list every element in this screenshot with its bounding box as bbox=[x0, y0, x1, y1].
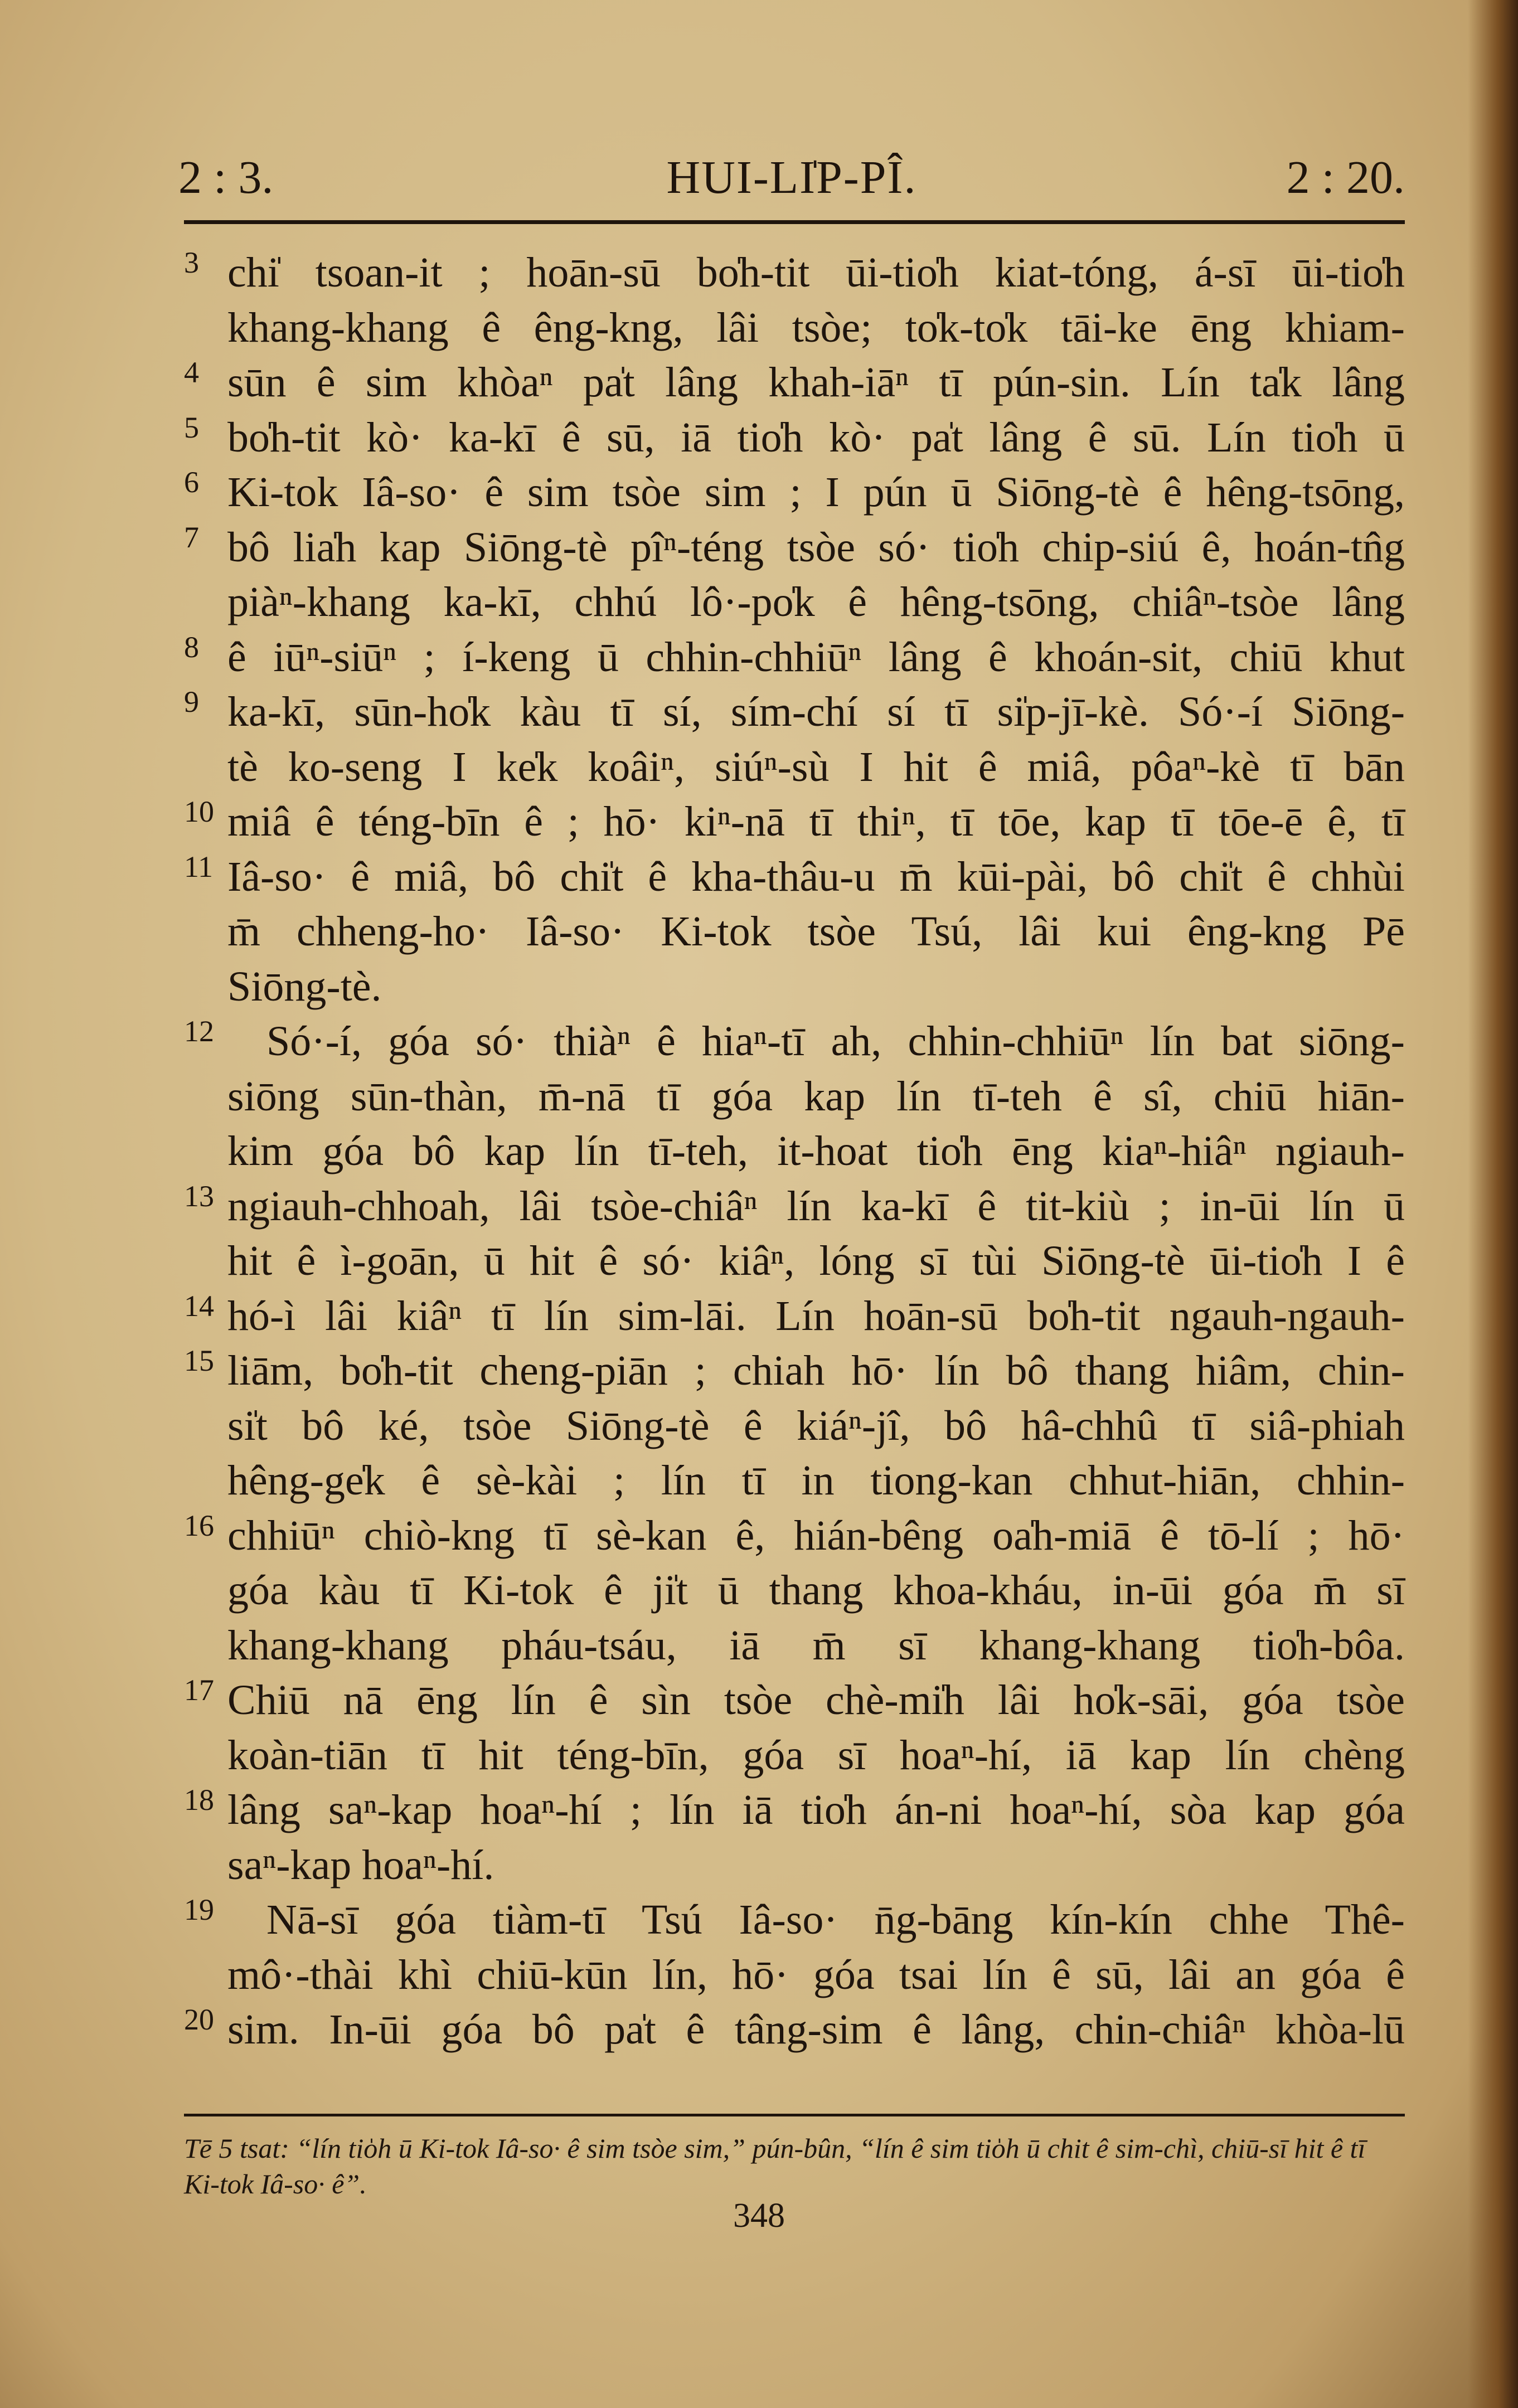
footnote-rule bbox=[184, 2114, 1405, 2116]
line-text: khang-khang pháu-tsáu, iā m̄ sī khang-khang tio̍h-bôa. bbox=[227, 1621, 1405, 1669]
line-text: hit ê ì-goān, ū hit ê só· kiâⁿ, lóng sī tùi Siōng-tè ūi-tio̍h I ê bbox=[227, 1237, 1405, 1284]
line-text: Chiū nā ēng lín ê sìn tsòe chè-mi̍h lâi ho̍k-sāi, góa tsòe bbox=[227, 1677, 1405, 1724]
page-edge-shadow bbox=[1468, 0, 1518, 2408]
header-rule bbox=[184, 220, 1405, 224]
line-text: Só·-í, góa só· thiàⁿ ê hiaⁿ-tī ah, chhin-chhiūⁿ lín bat siōng- bbox=[266, 1018, 1405, 1065]
page-number: 348 bbox=[733, 2197, 785, 2235]
book-title: HUI-LI̍P-PÎ. bbox=[666, 152, 917, 203]
verse-number: 17 bbox=[184, 1673, 214, 1707]
text-line bbox=[184, 1892, 1405, 1948]
verse-number: 15 bbox=[184, 1344, 214, 1377]
text-line bbox=[184, 1234, 1405, 1289]
text-line bbox=[184, 1563, 1405, 1618]
line-text: kim góa bô kap lín tī-teh, it-hoat tio̍h ēng kiaⁿ-hiâⁿ ngiauh- bbox=[227, 1128, 1405, 1174]
line-text: saⁿ-kap hoaⁿ-hí. bbox=[227, 1841, 494, 1888]
text-line bbox=[184, 1453, 1405, 1508]
text-line bbox=[184, 1343, 1405, 1399]
text-line bbox=[184, 630, 1405, 685]
text-line bbox=[184, 1673, 1405, 1728]
line-text: Iâ-so· ê miâ, bô chi̍t ê kha-thâu-u m̄ kūi-pài, bô chi̍t ê chhùi bbox=[227, 853, 1405, 900]
line-text: Ki-tok Iâ-so· ê sim tsòe sim ; I pún ū Siōng-tè ê hêng-tsōng, bbox=[227, 469, 1405, 516]
text-line bbox=[184, 684, 1405, 740]
header-left-reference: 2 : 3. bbox=[178, 152, 274, 203]
text-line bbox=[184, 300, 1405, 356]
text-line bbox=[184, 849, 1405, 905]
text-line bbox=[184, 740, 1405, 795]
line-text: koàn-tiān tī hit téng-bīn, góa sī hoaⁿ-hí, iā kap lín chèng bbox=[227, 1731, 1405, 1779]
line-text: bo̍h-tit kò· ka-kī ê sū, iā tio̍h kò· pa̍t lâng ê sū. Lín tio̍h ū bbox=[227, 414, 1405, 461]
text-line bbox=[184, 1014, 1405, 1069]
text-line bbox=[184, 1618, 1405, 1673]
text-line bbox=[184, 1508, 1405, 1564]
text-line bbox=[184, 355, 1405, 410]
line-text: tè ko-seng I ke̍k koâiⁿ, siúⁿ-sù I hit ê miâ, pôaⁿ-kè tī bān bbox=[227, 743, 1405, 790]
text-line bbox=[184, 575, 1405, 630]
text-line bbox=[184, 1399, 1405, 1454]
line-text: siōng sūn-thàn, m̄-nā tī góa kap lín tī-teh ê sî, chiū hiān- bbox=[227, 1072, 1405, 1120]
text-line bbox=[184, 520, 1405, 575]
line-text: mô·-thài khì chiū-kūn lín, hō· góa tsai lín ê sū, lâi an góa ê bbox=[227, 1951, 1405, 1998]
line-text: hó-ì lâi kiâⁿ tī lín sim-lāi. Lín hoān-sū bo̍h-tit ngauh-ngauh- bbox=[227, 1292, 1405, 1339]
text-line bbox=[184, 1948, 1405, 2003]
line-text: Nā-sī góa tiàm-tī Tsú Iâ-so· n̄g-bāng kín-kín chhe Thê- bbox=[266, 1896, 1405, 1943]
text-line bbox=[184, 959, 1405, 1014]
line-text: chi̍ tsoan-it ; hoān-sū bo̍h-tit ūi-tio̍h kiat-tóng, á-sī ūi-tio̍h bbox=[227, 249, 1405, 296]
text-line bbox=[184, 410, 1405, 465]
text-line bbox=[184, 904, 1405, 959]
text-line bbox=[184, 1179, 1405, 1234]
line-text: m̄ chheng-ho· Iâ-so· Ki-tok tsòe Tsú, lâi kui êng-kng Pē bbox=[227, 908, 1405, 955]
line-text: si̍t bô ké, tsòe Siōng-tè ê kiáⁿ-jî, bô hâ-chhû tī siâ-phiah bbox=[227, 1402, 1405, 1449]
verse-number: 4 bbox=[184, 356, 199, 389]
header-right-reference: 2 : 20. bbox=[1286, 152, 1405, 203]
scripture-text bbox=[184, 245, 1405, 2057]
line-text: miâ ê téng-bīn ê ; hō· kiⁿ-nā tī thiⁿ, tī tōe, kap tī tōe-ē ê, tī bbox=[227, 798, 1405, 845]
line-text: sim. In-ūi góa bô pa̍t ê tâng-sim ê lâng, chin-chiâⁿ khòa-lū bbox=[227, 2006, 1405, 2053]
verse-number: 7 bbox=[184, 520, 199, 554]
line-text: khang-khang ê êng-kng, lâi tsòe; to̍k-to̍k tāi-ke ēng khiam- bbox=[227, 304, 1405, 351]
verse-number: 14 bbox=[184, 1289, 214, 1323]
text-line bbox=[184, 1838, 1405, 1893]
line-text: chhiūⁿ chiò-kng tī sè-kan ê, hián-bêng oa̍h-miā ê tō-lí ; hō· bbox=[227, 1512, 1405, 1559]
text-line bbox=[184, 2002, 1405, 2057]
verse-number: 16 bbox=[184, 1508, 214, 1542]
text-line bbox=[184, 1289, 1405, 1344]
line-text: ka-kī, sūn-ho̍k kàu tī sí, sím-chí sí tī si̍p-jī-kè. Só·-í Siōng- bbox=[227, 688, 1405, 735]
text-line bbox=[184, 794, 1405, 849]
verse-number: 13 bbox=[184, 1179, 214, 1213]
verse-number: 9 bbox=[184, 685, 199, 718]
footnote: Tē 5 tsat: “lín tio̍h ū Ki-tok Iâ-so· ê sim tsòe sim,” pún-bûn, “lín ê sim tio̍h ū chit ê sim-chì, chiū-sī hit ê tī Ki-tok Iâ-so· ê”. bbox=[184, 2133, 1366, 2200]
line-text: liām, bo̍h-tit cheng-piān ; chiah hō· lín bô thang hiâm, chin- bbox=[227, 1347, 1405, 1394]
verse-number: 20 bbox=[184, 2003, 214, 2036]
line-text: sūn ê sim khòaⁿ pa̍t lâng khah-iāⁿ tī pún-sin. Lín ta̍k lâng bbox=[227, 359, 1405, 406]
verse-number: 11 bbox=[184, 849, 213, 883]
verse-number: 5 bbox=[184, 410, 199, 444]
line-text: lâng saⁿ-kap hoaⁿ-hí ; lín iā tio̍h án-ni hoaⁿ-hí, sòa kap góa bbox=[227, 1786, 1405, 1833]
running-header bbox=[178, 151, 1405, 217]
verse-number: 8 bbox=[184, 630, 199, 664]
text-line bbox=[184, 245, 1405, 300]
verse-number: 18 bbox=[184, 1783, 214, 1817]
text-line bbox=[184, 1124, 1405, 1179]
line-text: ngiauh-chhoah, lâi tsòe-chiâⁿ lín ka-kī ê tit-kiù ; in-ūi lín ū bbox=[227, 1182, 1405, 1230]
verse-number: 19 bbox=[184, 1893, 214, 1926]
line-text: ê iūⁿ-siūⁿ ; í-keng ū chhin-chhiūⁿ lâng ê khoán-sit, chiū khut bbox=[227, 633, 1405, 681]
verse-number: 3 bbox=[184, 246, 199, 279]
verse-number: 12 bbox=[184, 1014, 214, 1048]
text-line bbox=[184, 465, 1405, 520]
text-line bbox=[184, 1069, 1405, 1124]
line-text: piàⁿ-khang ka-kī, chhú lô·-po̍k ê hêng-tsōng, chiâⁿ-tsòe lâng bbox=[227, 579, 1405, 625]
verse-number: 6 bbox=[184, 465, 199, 499]
verse-number: 10 bbox=[184, 795, 214, 828]
line-text: hêng-ge̍k ê sè-kài ; lín tī in tiong-kan chhut-hiān, chhin- bbox=[227, 1457, 1405, 1504]
text-line bbox=[184, 1728, 1405, 1783]
line-text: bô lia̍h kap Siōng-tè pîⁿ-téng tsòe só· tio̍h chip-siú ê, hoán-tn̂g bbox=[227, 523, 1405, 571]
line-text: góa kàu tī Ki-tok ê ji̍t ū thang khoa-kháu, in-ūi góa m̄ sī bbox=[227, 1567, 1405, 1614]
line-text: Siōng-tè. bbox=[227, 963, 382, 1010]
text-line bbox=[184, 1783, 1405, 1838]
